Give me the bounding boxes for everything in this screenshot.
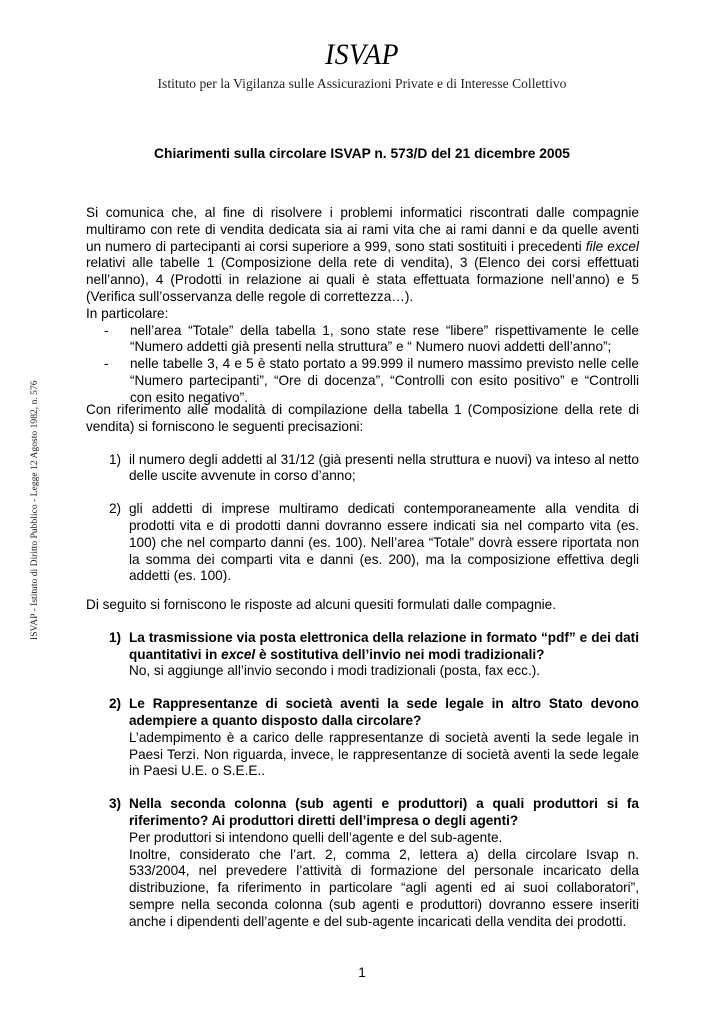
intro-section (86, 205, 639, 407)
question-text-a: La trasmissione via posta elettronica della relazione in formato “pdf” e dei dati quantitativi in (129, 629, 639, 662)
list-item-text: nelle tabelle 3, 4 e 5 è stato portato a 99.999 il numero massimo previsto nelle celle “Numero partecipanti”, “Ore di docenza”, “Controlli con esito positivo” e “Controlli con esito negativo”. (130, 356, 639, 405)
question-number: 3) (109, 796, 122, 812)
list-item (86, 356, 639, 406)
intro-text-b: relativi alle tabelle 1 (Composizione della rete di vendita), 3 (Elenco dei corsi effettuati nell’anno), 4 (Prodotti in relazione ai quali è stata effettuata formazione nell’anno) e 5 (Verifica sull’osservanza delle regole di correttezza…). (86, 255, 639, 304)
question-text-b: è sostitutiva dell’invio nei modi tradizionali? (255, 646, 545, 662)
list-item (86, 323, 639, 357)
answer-text: Per produttori si intendono quelli dell’agente e del sub-agente. (129, 829, 503, 845)
list-item (86, 452, 639, 486)
page-number: 1 (358, 965, 366, 980)
dash-marker: - (104, 322, 109, 338)
table1-intro: Con riferimento alle modalità di compilazione della tabella 1 (Composizione della rete di vendita) si forniscono le seguenti precisazioni: (86, 402, 639, 434)
question-number: 1) (109, 629, 122, 645)
sidebar-legal-note: ISVAP - Istituto di Diritto Pubblico - Legge 12 Agosto 1982, n. 576 (29, 380, 40, 640)
faq-section (86, 597, 639, 931)
list-item-text: nell’area “Totale” della tabella 1, sono state rese “libere” rispettivamente le celle “Numero addetti già presenti nella struttura” e “ Numero nuovi addetti dell’anno”; (130, 322, 639, 355)
list-number: 1) (109, 451, 122, 467)
intro-paragraph (86, 205, 639, 306)
list-number: 2) (109, 501, 122, 517)
question-number: 2) (109, 696, 122, 712)
intro-text-a: Si comunica che, al fine di risolvere i problemi informatici riscontrati dalle compagnie multiramo con rete di vendita dedicata sia ai rami vita che ai rami danni e da quelle aventi un numero di partecipanti ai corsi superiore a 999, sono stati sostituiti i precedenti (86, 205, 639, 254)
isvap-logo: ISVAP (325, 38, 399, 71)
list-item-text: il numero degli addetti al 31/12 (già presenti nella struttura e nuovi) va inteso al netto delle uscite avvenute in corso d’anno; (129, 451, 639, 484)
faq-item (86, 696, 639, 780)
list-item-text: gli addetti di imprese multiramo dedicati contemporaneamente alla vendita di prodotti vita e di prodotti danni dovranno essere indicati sia nel comparto vita (es. 100) che nel comparto danni (es. 100). Nell’area “Totale” dovrà essere riportata non la somma dei comparti vita e danni (es. 200), ma la composizione effettiva degli addetti (es. 100). (129, 501, 639, 584)
list-item (86, 501, 639, 585)
document-title: Chiarimenti sulla circolare ISVAP n. 573/D del 21 dicembre 2005 (154, 146, 570, 161)
faq-item (86, 796, 639, 930)
dash-marker: - (104, 356, 109, 372)
intro-text-em: file excel (585, 238, 639, 254)
faq-intro: Di seguito si forniscono le risposte ad alcuni quesiti formulati dalle compagnie. (86, 597, 556, 612)
question-text: Nella seconda colonna (sub agenti e produttori) a quali produttori si fa riferimento? Ai produttori diretti dell’impresa o degli agenti? (129, 796, 639, 828)
question-text (129, 630, 639, 664)
answer-text: Inoltre, considerato che l’art. 2, comma 2, lettera a) della circolare Isvap n. 533/2004, nel prevedere l’attività di formazione del personale incaricato della distribuzione, fa riferimento in particolare “agli agenti ed ai suoi collaboratori”, sempre nella seconda colonna (sub agenti e produttori) dovranno essere inseriti anche i dipendenti dell’agente e del sub-agente incaricati della vendita dei prodotti. (129, 846, 639, 929)
answer-text: No, si aggiunge all’invio secondo i modi tradizionali (posta, fax ecc.). (129, 663, 541, 679)
faq-item (86, 630, 639, 680)
in-particolare-label: In particolare: (86, 305, 169, 321)
table1-section (86, 402, 639, 585)
answer-text: L’adempimento è a carico delle rappresentanze di società aventi la sede legale in Paesi Terzi. Non riguarda, invece, le rappresentanze di società aventi la sede legale in Paesi U.E. o S.E.E.. (129, 729, 639, 779)
question-text-em: excel (221, 646, 256, 662)
institute-name: Istituto per la Vigilanza sulle Assicurazioni Private e di Interesse Collettivo (157, 76, 567, 91)
question-text: Le Rappresentanze di società aventi la sede legale in altro Stato devono adempiere a quanto disposto dalla circolare? (129, 696, 639, 728)
